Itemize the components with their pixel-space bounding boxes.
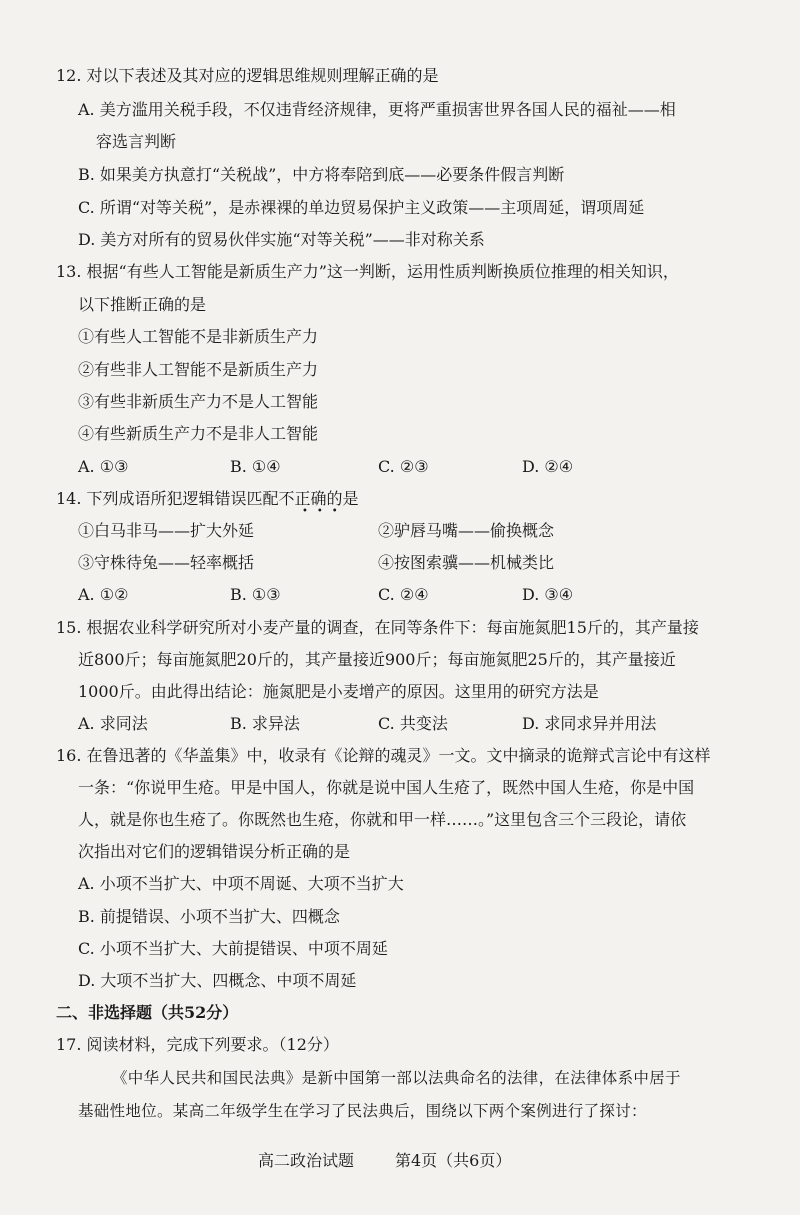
q14-item-4: ④按图索骥——机械类比: [378, 553, 555, 572]
q13-item-3: ③有些非新质生产力不是人工智能: [78, 392, 319, 411]
q16-line1: 16. 在鲁迅著的《华盖集》中，收录有《论辩的魂灵》一文。文中摘录的诡辩式言论中有这样: [56, 746, 711, 765]
q15-option-c: C. 共变法: [378, 714, 448, 733]
q15-option-b: B. 求异法: [230, 714, 300, 733]
q13-option-b: B. ①④: [230, 457, 281, 476]
q13-option-c: C. ②③: [378, 457, 429, 476]
q12-stem: 12. 对以下表述及其对应的逻辑思维规则理解正确的是: [56, 66, 439, 85]
q16-option-b: B. 前提错误、小项不当扩大、四概念: [78, 907, 340, 926]
q16-option-d: D. 大项不当扩大、四概念、中项不周延: [78, 971, 357, 990]
q17-passage-line1: 《中华人民共和国民法典》是新中国第一部以法典命名的法律，在法律体系中居于: [112, 1069, 681, 1087]
q14-option-d: D. ③④: [522, 585, 574, 604]
q15-option-a: A. 求同法: [78, 714, 148, 733]
q16-line3: 人，就是你也生疮了。你既然也生疮，你就和甲一样……。”这里包含三个三段论，请依: [78, 810, 687, 829]
q14-emphasis-dots: •••: [302, 506, 347, 517]
q12-option-a-line1: A. 美方滥用关税手段，不仅违背经济规律，更将严重损害世界各国人民的福祉——相: [78, 100, 676, 119]
q12-option-a-line2: 容选言判断: [96, 132, 177, 151]
q13-item-2: ②有些非人工智能不是新质生产力: [78, 360, 319, 379]
q16-option-c: C. 小项不当扩大、大前提错误、中项不周延: [78, 939, 388, 958]
q14-option-c: C. ②④: [378, 585, 429, 604]
q17-passage-line2: 基础性地位。某高二年级学生在学习了民法典后，围绕以下两个案例进行了探讨：: [78, 1102, 647, 1120]
q15-option-d: D. 求同求异并用法: [522, 714, 657, 733]
q14-item-1: ①白马非马——扩大外延: [78, 521, 255, 540]
q15-line2: 近800斤；每亩施氮肥20斤的，其产量接近900斤；每亩施氮肥25斤的，其产量接近: [78, 650, 676, 669]
q12-option-c: C. 所谓“对等关税”，是赤裸裸的单边贸易保护主义政策——主项周延，谓项周延: [78, 198, 645, 217]
q13-option-a: A. ①③: [78, 457, 129, 476]
q13-option-d: D. ②④: [522, 457, 574, 476]
q15-line3: 1000斤。由此得出结论：施氮肥是小麦增产的原因。这里用的研究方法是: [78, 682, 599, 701]
q14-item-3: ③守株待兔——轻率概括: [78, 553, 255, 572]
footer-subject: 高二政治试题: [258, 1151, 355, 1170]
q13-item-4: ④有些新质生产力不是非人工智能: [78, 424, 319, 443]
footer-page-number: 第4页（共6页）: [395, 1151, 512, 1170]
q12-option-d: D. 美方对所有的贸易伙伴实施“对等关税”——非对称关系: [78, 230, 485, 249]
q14-option-b: B. ①③: [230, 585, 281, 604]
section-heading: 二、非选择题（共52分）: [56, 1003, 239, 1022]
q12-option-b: B. 如果美方执意打“关税战”，中方将奉陪到底——必要条件假言判断: [78, 165, 565, 184]
q14-option-a: A. ①②: [78, 585, 129, 604]
q14-stem: 14. 下列成语所犯逻辑错误匹配不正确的是: [56, 489, 359, 508]
q14-item-2: ②驴唇马嘴——偷换概念: [378, 521, 555, 540]
q15-line1: 15. 根据农业科学研究所对小麦产量的调查，在同等条件下：每亩施氮肥15斤的，其产量接: [56, 618, 699, 637]
q17-stem: 17. 阅读材料，完成下列要求。（12分）: [56, 1035, 339, 1054]
q16-line4: 次指出对它们的逻辑错误分析正确的是: [78, 842, 351, 861]
q13-stem-line2: 以下推断正确的是: [78, 295, 207, 314]
q16-line2: 一条：“你说甲生疮。甲是中国人，你就是说中国人生疮了，既然中国人生疮，你是中国: [78, 778, 695, 797]
q13-stem-line1: 13. 根据“有些人工智能是新质生产力”这一判断，运用性质判断换质位推理的相关知识，: [56, 262, 679, 281]
q13-item-1: ①有些人工智能不是非新质生产力: [78, 327, 319, 346]
q16-option-a: A. 小项不当扩大、中项不周诞、大项不当扩大: [78, 874, 404, 893]
